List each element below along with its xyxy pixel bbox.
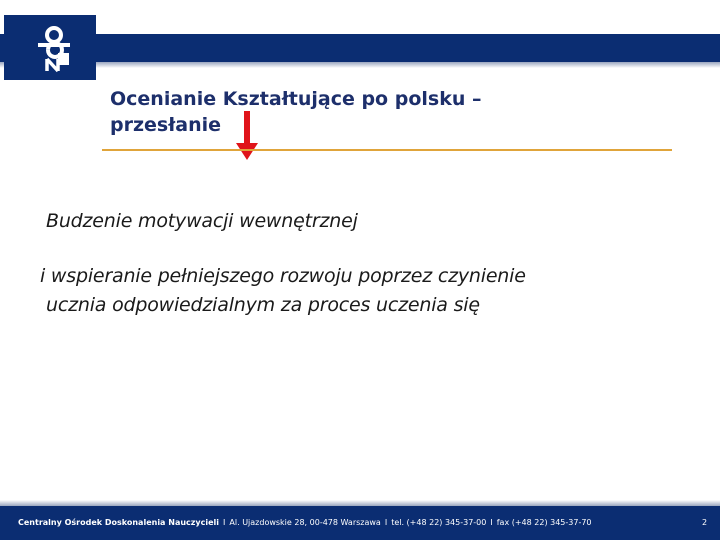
body-text-line1: Budzenie motywacji wewnętrznej	[46, 210, 358, 232]
codn-logo	[4, 15, 96, 80]
footer-institution: Centralny Ośrodek Doskonalenia Nauczycieli	[18, 518, 220, 527]
footer-separator: I	[384, 518, 388, 527]
footer-separator: I	[490, 518, 493, 527]
footer-separator: I	[223, 518, 226, 527]
footer-fax: fax (+48 22) 345-37-70	[496, 518, 592, 527]
title-divider	[102, 149, 672, 151]
page-number: 2	[702, 518, 708, 527]
logo-icon	[32, 23, 76, 73]
header-band-shadow	[0, 62, 720, 68]
red-down-arrow-icon	[236, 111, 258, 161]
footer-contact	[18, 518, 592, 527]
header-band	[0, 34, 720, 62]
body-text-line3: ucznia odpowiedzialnym za proces uczenia się	[46, 294, 480, 316]
slide-title	[110, 86, 580, 138]
slide-title-line1: Ocenianie Kształtujące po polsku –	[110, 88, 482, 110]
footer-address: Al. Ujazdowskie 28, 00-478 Warszawa	[229, 518, 381, 527]
body-text-line2: i wspieranie pełniejszego rozwoju poprzez czynienie	[40, 265, 526, 287]
slide-title-line2: przesłanie	[110, 114, 222, 136]
footer-phone: tel. (+48 22) 345-37-00	[391, 518, 487, 527]
